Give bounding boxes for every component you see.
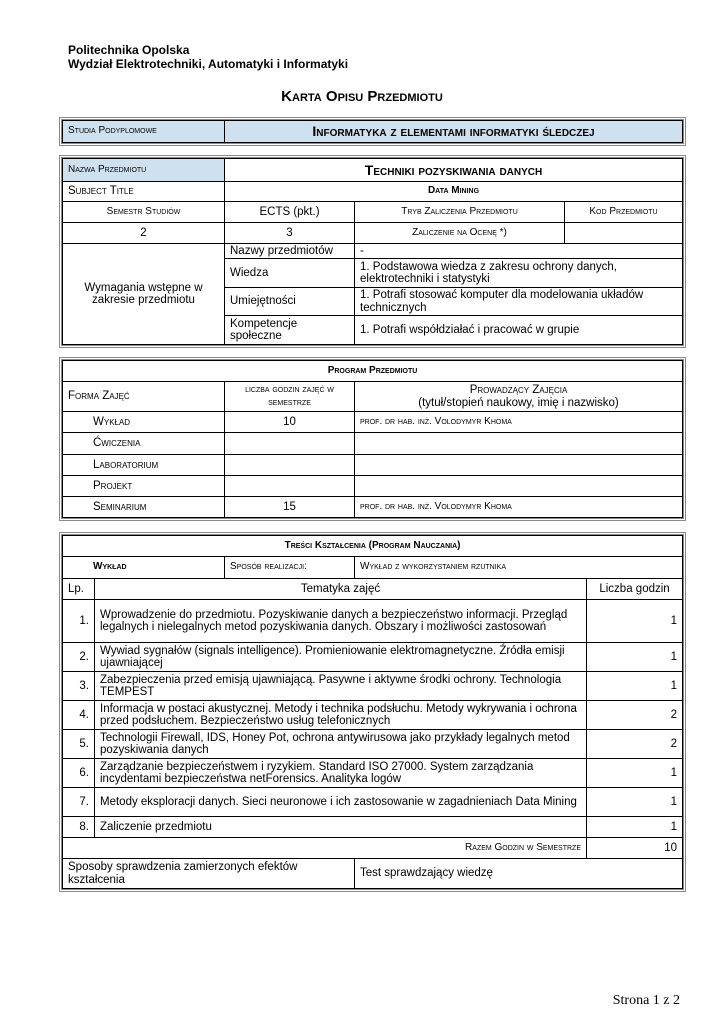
- mode-header: Tryb Zaliczenia Przedmiotu: [355, 202, 565, 223]
- teacher-cell: [355, 433, 683, 455]
- topic-hours-cell: 1: [587, 672, 683, 701]
- content-title: Treści Kształcenia (Program Nauczania): [63, 536, 683, 557]
- studies-table: [62, 120, 683, 143]
- topic-header: Tematyka zajęć: [95, 579, 587, 600]
- topic-cell: Wprowadzenie do przedmiotu. Pozyskiwanie danych a bezpieczeństwo informacji. Przegląd legalnych i nielegalnych metod pozyskiwania danych. Obszary i możliwości zastosowań: [95, 600, 587, 643]
- hours-header: liczba godzin zajęć w semestrze: [225, 382, 355, 412]
- content-table: [62, 535, 683, 889]
- studies-value: Informatyka z elementami informatyki śledczej: [225, 121, 683, 143]
- method-value: Wykład z wykorzystaniem rzutnika: [355, 557, 683, 579]
- topic-hours-cell: 1: [587, 600, 683, 643]
- topic-cell: Zarządzanie bezpieczeństwem i ryzykiem. Standard ISO 27000. System zarządzania incydentami bezpieczeństwa netForensics. Analityka logów: [95, 759, 587, 788]
- requirements-label: Wymagania wstępne w zakresie przedmiotu: [63, 244, 225, 345]
- university-name: Politechnika Opolska: [68, 43, 190, 57]
- form-header: Forma Zajęć: [63, 382, 225, 412]
- form-cell: Ćwiczenia: [63, 433, 225, 455]
- topic-hours-cell: 1: [587, 788, 683, 817]
- lp-cell: 2.: [63, 643, 95, 672]
- subject-title-label: Subject Title: [63, 182, 225, 202]
- topic-hours-cell: 1: [587, 759, 683, 788]
- requirement-label: Wiedza: [225, 259, 355, 288]
- hours-cell: 15: [225, 497, 355, 518]
- topic-hours-cell: 1: [587, 817, 683, 838]
- code-header: Kod Przedmiotu: [565, 202, 683, 223]
- ects-header: ECTS (pkt.): [225, 202, 355, 223]
- topic-hours-cell: 1: [587, 643, 683, 672]
- document-header: [68, 43, 348, 71]
- topic-cell: Zaliczenie przedmiotu: [95, 817, 587, 838]
- form-cell: Laboratorium: [63, 455, 225, 476]
- requirement-label: Kompetencje społeczne: [225, 316, 355, 345]
- verify-label: Sposoby sprawdzenia zamierzonych efektów kształcenia: [63, 859, 355, 889]
- program-title: Program Przedmiotu: [63, 361, 683, 382]
- topic-cell: Technologii Firewall, IDS, Honey Pot, ochrona antywirusowa jako przykłady legalnych metod pozyskiwania danych: [95, 730, 587, 759]
- topic-hours-cell: 2: [587, 730, 683, 759]
- mode-value: Zaliczenie na Ocenę *): [355, 223, 565, 244]
- total-value: 10: [587, 838, 683, 859]
- teacher-cell: [355, 476, 683, 497]
- teacher-cell: prof. dr hab. inż. Volodymyr Khoma: [355, 412, 683, 433]
- lp-header: Lp.: [63, 579, 95, 600]
- lp-cell: 4.: [63, 701, 95, 730]
- form-cell: Seminarium: [63, 497, 225, 518]
- subject-title-value: Data Mining: [225, 182, 683, 202]
- semester-header: Semestr Studiów: [63, 202, 225, 223]
- topic-hours-header: Liczba godzin: [587, 579, 683, 600]
- content-form: Wykład: [63, 557, 225, 579]
- course-table: [62, 158, 683, 345]
- topic-cell: Zabezpieczenia przed emisją ujawniającą. Pasywne i aktywne środki ochrony. Technologia TEMPEST: [95, 672, 587, 701]
- topic-cell: Wywiad sygnałów (signals intelligence). Promieniowanie elektromagnetyczne. Źródła emisji ujawniającej: [95, 643, 587, 672]
- teacher-header-subtitle: (tytuł/stopień naukowy, imię i nazwisko): [418, 396, 619, 409]
- lp-cell: 1.: [63, 600, 95, 643]
- requirement-value: -: [355, 244, 683, 259]
- code-value: [565, 223, 683, 244]
- hours-cell: [225, 455, 355, 476]
- requirement-label: Nazwy przedmiotów: [225, 244, 355, 259]
- hours-cell: [225, 476, 355, 497]
- topic-cell: Metody eksploracji danych. Sieci neuronowe i ich zastosowanie w zagadnieniach Data Mining: [95, 788, 587, 817]
- requirement-value: 1. Podstawowa wiedza z zakresu ochrony danych, elektrotechniki i statystyki: [355, 259, 683, 288]
- requirement-label: Umiejętności: [225, 288, 355, 316]
- faculty-name: Wydział Elektrotechniki, Automatyki i Informatyki: [68, 57, 349, 71]
- hours-cell: 10: [225, 412, 355, 433]
- topic-cell: Informacja w postaci akustycznej. Metody i technika podsłuchu. Metody wykrywania i ochrona przed podsłuchem. Bezpieczeństwo usług telefonicznych: [95, 701, 587, 730]
- studies-label: Studia Podyplomowe: [63, 121, 225, 143]
- page-number: Strona 1 z 2: [612, 993, 680, 1008]
- lp-cell: 7.: [63, 788, 95, 817]
- document-title: Karta Opisu Przedmiotu: [281, 88, 443, 105]
- teacher-cell: [355, 455, 683, 476]
- total-label: Razem Godzin w Semestrze: [63, 838, 587, 859]
- lp-cell: 3.: [63, 672, 95, 701]
- lp-cell: 6.: [63, 759, 95, 788]
- method-label: Sposób realizacji:: [225, 557, 355, 579]
- teacher-header-title: Prowadzący Zajęcia: [469, 384, 568, 396]
- requirement-value: 1. Potrafi współdziałać i pracować w grupie: [355, 316, 683, 345]
- hours-cell: [225, 433, 355, 455]
- teacher-cell: prof. dr hab. inż. Volodymyr Khoma: [355, 497, 683, 518]
- teacher-header: [355, 382, 683, 412]
- course-name-value: Techniki pozyskiwania danych: [225, 159, 683, 182]
- form-cell: Projekt: [63, 476, 225, 497]
- lp-cell: 8.: [63, 817, 95, 838]
- program-table: [62, 360, 683, 518]
- requirement-value: 1. Potrafi stosować komputer dla modelowania układów technicznych: [355, 288, 683, 316]
- course-name-label: Nazwa Przedmiotu: [63, 159, 225, 182]
- topic-hours-cell: 2: [587, 701, 683, 730]
- form-cell: Wykład: [63, 412, 225, 433]
- semester-value: 2: [63, 223, 225, 244]
- ects-value: 3: [225, 223, 355, 244]
- verify-value: Test sprawdzający wiedzę: [355, 859, 683, 889]
- lp-cell: 5.: [63, 730, 95, 759]
